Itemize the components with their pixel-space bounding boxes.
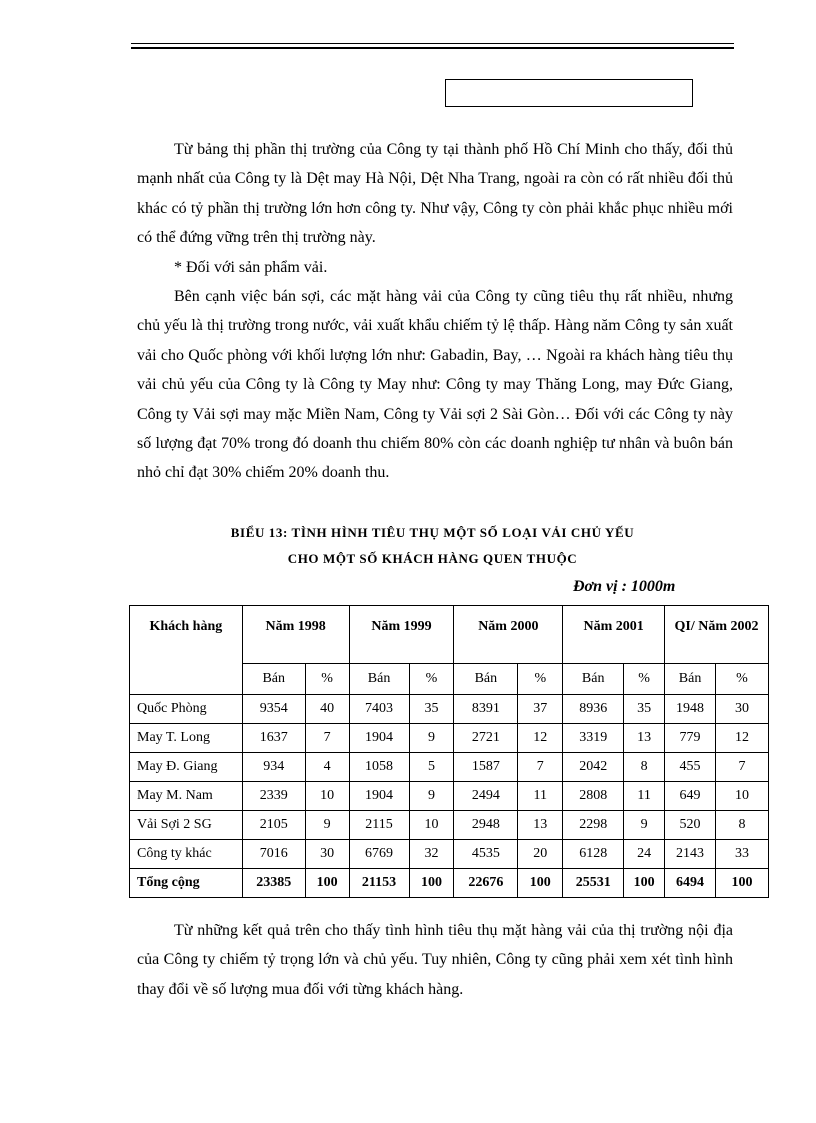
- cell-sales: 2948: [454, 811, 518, 840]
- cell-percent: 13: [624, 724, 665, 753]
- table-row: [130, 753, 769, 782]
- table-row: [130, 811, 769, 840]
- subheader-percent: %: [624, 664, 665, 695]
- cell-percent: 9: [409, 724, 454, 753]
- unit-label: Đơn vị : 1000m: [573, 578, 676, 595]
- cell-percent: 7: [518, 753, 563, 782]
- cell-sales: 2298: [563, 811, 624, 840]
- cell-sales: 2494: [454, 782, 518, 811]
- cell-percent: 12: [716, 724, 769, 753]
- column-header-year: QI/ Năm 2002: [665, 606, 769, 664]
- paragraph-fabric-sales: Bên cạnh việc bán sợi, các mặt hàng vải của Công ty cũng tiêu thụ rất nhiều, nhưng chủ yếu là thị trường trong nước, vải xuất khẩu chiếm tỷ lệ thấp. Hàng năm Công ty sản xuất vải cho Quốc phòng với khối lượng lớn như: Gabadin, Bay, … Ngoài ra khách hàng tiêu thụ vải chủ yếu của Công ty là Công ty May như: Công ty may Thăng Long, may Đức Giang, Công ty Vải sợi may mặc Miền Nam, Công ty Vải sợi 2 Sài Gòn… Đối với các Công ty này số lượng đạt 70% trong đó doanh thu chiếm 80% còn các doanh nghiệp tư nhân và buôn bán nhỏ chỉ đạt 30% chiếm 20% doanh thu.: [137, 288, 733, 482]
- cell-percent: 35: [409, 695, 454, 724]
- cell-sales: 2115: [349, 811, 409, 840]
- header-box: [445, 79, 693, 107]
- cell-sales: 8936: [563, 695, 624, 724]
- total-sales: 6494: [665, 869, 716, 898]
- sales-table: [129, 605, 769, 898]
- cell-sales: 2042: [563, 753, 624, 782]
- cell-percent: 4: [305, 753, 349, 782]
- cell-percent: 10: [305, 782, 349, 811]
- table-caption-line2: CHO MỘT SỐ KHÁCH HÀNG QUEN THUỘC: [287, 551, 578, 566]
- cell-percent: 8: [624, 753, 665, 782]
- row-customer-name: Quốc Phòng: [130, 695, 243, 724]
- cell-percent: 11: [624, 782, 665, 811]
- subheader-sales: Bán: [349, 664, 409, 695]
- cell-sales: 1637: [242, 724, 305, 753]
- row-customer-name: Vải Sợi 2 SG: [130, 811, 243, 840]
- total-percent: 100: [716, 869, 769, 898]
- cell-sales: 2808: [563, 782, 624, 811]
- table-header-row: [130, 606, 769, 664]
- paragraph-market-share: Từ bảng thị phần thị trường của Công ty tại thành phố Hồ Chí Minh cho thấy, đối thủ mạnh nhất của Công ty là Dệt may Hà Nội, Dệt Nha Trang, ngoài ra còn có rất nhiều đối thủ khác có tỷ phần thị trường lớn hơn công ty. Như vậy, Công ty còn phải khắc phục nhiều mới có thể đứng vững trên thị trường này.: [137, 141, 733, 247]
- row-customer-name: May T. Long: [130, 724, 243, 753]
- cell-percent: 24: [624, 840, 665, 869]
- table-total-row: [130, 869, 769, 898]
- subheader-sales: Bán: [665, 664, 716, 695]
- cell-percent: 35: [624, 695, 665, 724]
- cell-sales: 7403: [349, 695, 409, 724]
- subheader-sales: Bán: [242, 664, 305, 695]
- cell-sales: 8391: [454, 695, 518, 724]
- cell-sales: 6769: [349, 840, 409, 869]
- subheader-percent: %: [409, 664, 454, 695]
- table-row: [130, 695, 769, 724]
- cell-percent: 7: [716, 753, 769, 782]
- cell-sales: 2339: [242, 782, 305, 811]
- cell-percent: 8: [716, 811, 769, 840]
- cell-percent: 37: [518, 695, 563, 724]
- cell-sales: 9354: [242, 695, 305, 724]
- cell-percent: 30: [305, 840, 349, 869]
- cell-percent: 32: [409, 840, 454, 869]
- table-caption-line1: BIỂU 13: TÌNH HÌNH TIÊU THỤ MỘT SỐ LOẠI VẢI CHỦ YẾU: [230, 525, 635, 540]
- cell-percent: 40: [305, 695, 349, 724]
- cell-sales: 779: [665, 724, 716, 753]
- cell-percent: 9: [409, 782, 454, 811]
- cell-sales: 1904: [349, 724, 409, 753]
- total-percent: 100: [305, 869, 349, 898]
- row-customer-name: May M. Nam: [130, 782, 243, 811]
- total-sales: 25531: [563, 869, 624, 898]
- total-sales: 21153: [349, 869, 409, 898]
- subheader-sales: Bán: [454, 664, 518, 695]
- cell-sales: 649: [665, 782, 716, 811]
- subheader-percent: %: [716, 664, 769, 695]
- column-header-year: Năm 2000: [454, 606, 563, 664]
- total-percent: 100: [518, 869, 563, 898]
- cell-sales: 2721: [454, 724, 518, 753]
- cell-sales: 520: [665, 811, 716, 840]
- column-header-year: Năm 2001: [563, 606, 665, 664]
- cell-sales: 1904: [349, 782, 409, 811]
- total-sales: 23385: [242, 869, 305, 898]
- cell-sales: 2143: [665, 840, 716, 869]
- cell-percent: 11: [518, 782, 563, 811]
- cell-sales: 934: [242, 753, 305, 782]
- cell-sales: 7016: [242, 840, 305, 869]
- cell-sales: 1058: [349, 753, 409, 782]
- subheader-sales: Bán: [563, 664, 624, 695]
- cell-sales: 4535: [454, 840, 518, 869]
- row-customer-name: May Đ. Giang: [130, 753, 243, 782]
- cell-percent: 10: [716, 782, 769, 811]
- cell-percent: 10: [409, 811, 454, 840]
- cell-percent: 20: [518, 840, 563, 869]
- total-label: Tổng cộng: [130, 869, 243, 898]
- subheader-percent: %: [305, 664, 349, 695]
- cell-sales: 455: [665, 753, 716, 782]
- cell-sales: 2105: [242, 811, 305, 840]
- row-customer-name: Công ty khác: [130, 840, 243, 869]
- subheader-percent: %: [518, 664, 563, 695]
- cell-sales: 3319: [563, 724, 624, 753]
- total-percent: 100: [624, 869, 665, 898]
- cell-sales: 1948: [665, 695, 716, 724]
- cell-percent: 33: [716, 840, 769, 869]
- cell-sales: 6128: [563, 840, 624, 869]
- header-rule-top: [131, 43, 734, 44]
- column-header-year: Năm 1999: [349, 606, 454, 664]
- total-sales: 22676: [454, 869, 518, 898]
- total-percent: 100: [409, 869, 454, 898]
- cell-percent: 9: [624, 811, 665, 840]
- cell-percent: 13: [518, 811, 563, 840]
- cell-percent: 30: [716, 695, 769, 724]
- table-row: [130, 724, 769, 753]
- cell-percent: 7: [305, 724, 349, 753]
- table-row: [130, 840, 769, 869]
- header-rule-bottom: [131, 47, 734, 49]
- paragraph-conclusion: Từ những kết quả trên cho thấy tình hình tiêu thụ mặt hàng vải của thị trường nội địa của Công ty chiếm tỷ trọng lớn và chủ yếu. Tuy nhiên, Công ty cũng phải xem xét tình hình thay đổi về số lượng mua đối với từng khách hàng.: [137, 922, 733, 998]
- column-header-customer: Khách hàng: [130, 606, 243, 695]
- cell-percent: 9: [305, 811, 349, 840]
- cell-sales: 1587: [454, 753, 518, 782]
- cell-percent: 5: [409, 753, 454, 782]
- column-header-year: Năm 1998: [242, 606, 349, 664]
- cell-percent: 12: [518, 724, 563, 753]
- paragraph-fabric-heading: * Đối với sản phẩm vải.: [174, 259, 328, 276]
- table-row: [130, 782, 769, 811]
